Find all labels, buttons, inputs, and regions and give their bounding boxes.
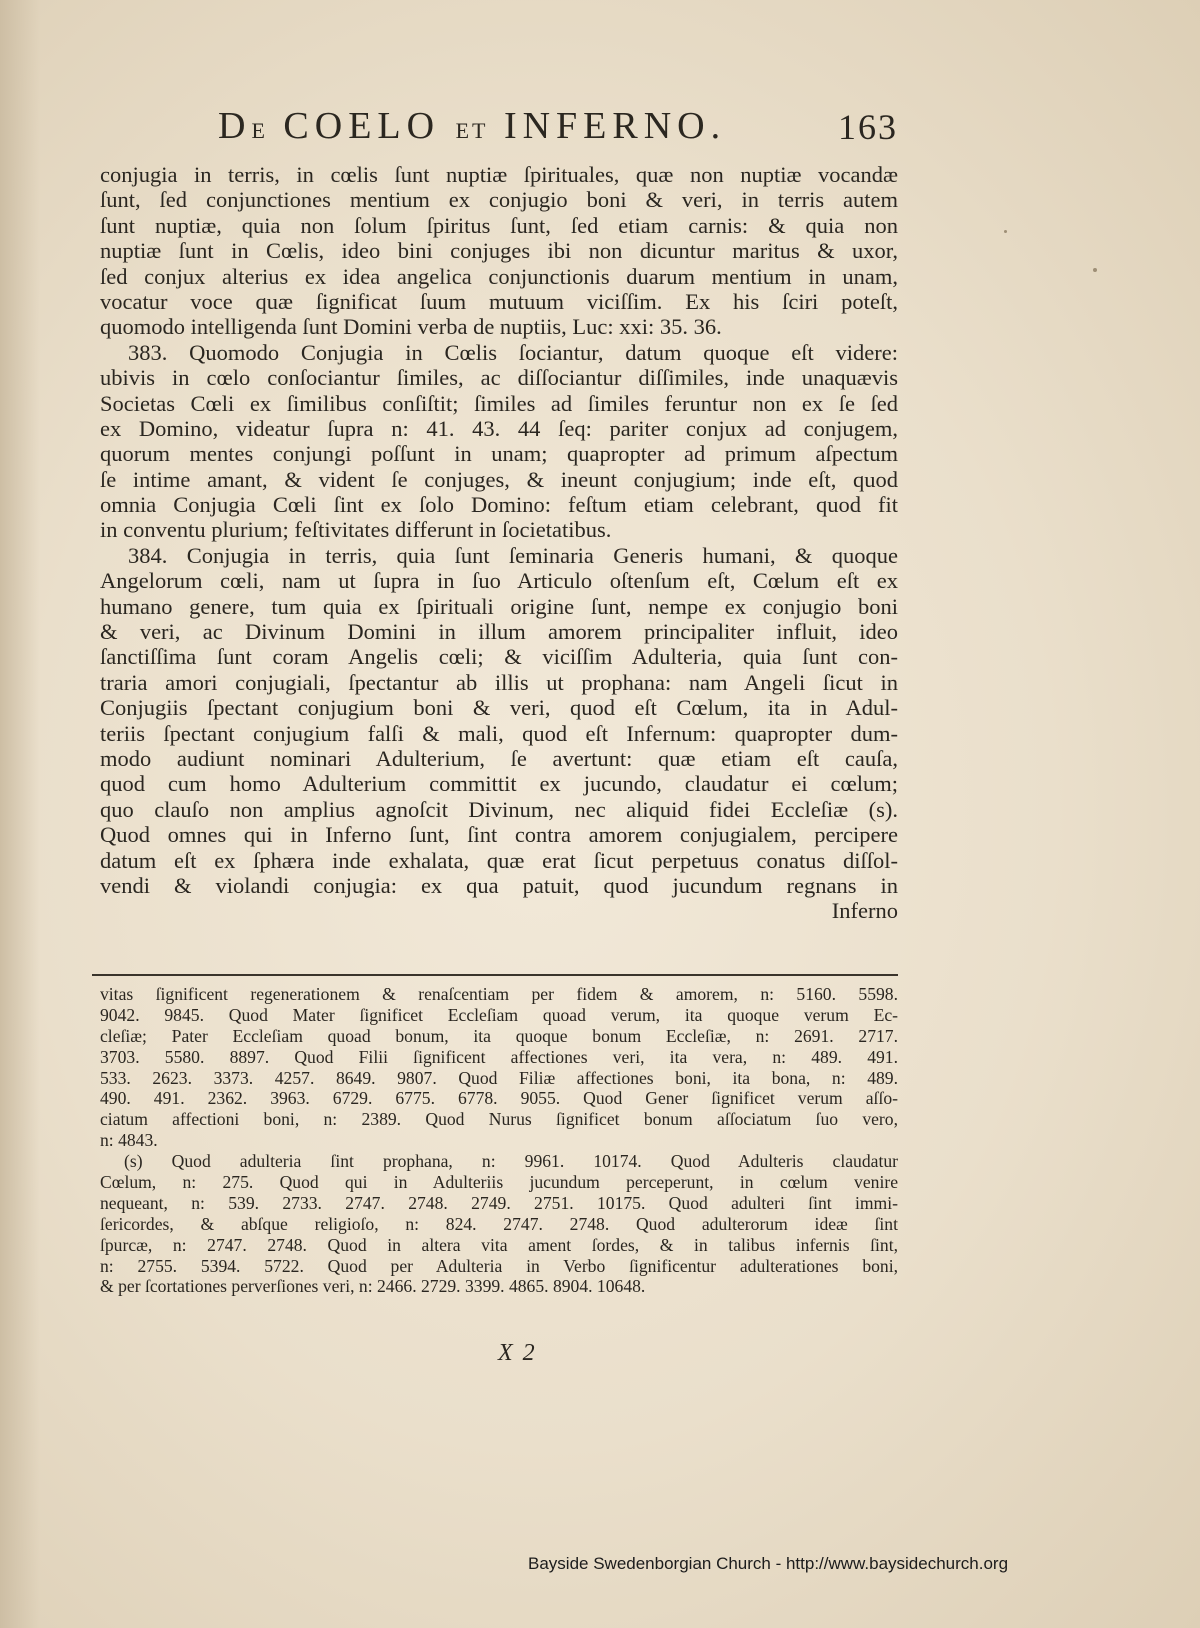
text-line: nuptiæ ſunt in Cœlis, ideo bini conjuges ibi non dicuntur maritus & uxor,: [100, 238, 898, 264]
footnote-line: ſpurcæ, n: 2747. 2748. Quod in altera vita ament ſordes, & in talibus infernis ſint,: [100, 1234, 898, 1255]
footnotes: [100, 984, 898, 1297]
spine-shadow: [0, 0, 40, 1628]
text-line: modo audiunt nominari Adulterium, ſe avertunt: quæ etiam eſt cauſa,: [100, 745, 898, 771]
text-line: quorum mentes conjungi poſſunt in unam; quapropter ad primum aſpectum: [100, 441, 898, 467]
footnote-line: n: 4843.: [100, 1130, 158, 1151]
footnote-line: cleſiæ; Pater Eccleſiam quoad bonum, ita quoque bonum Eccleſiæ, n: 2691. 2717.: [100, 1025, 898, 1046]
running-head-title: DE COELO ET INFERNO.: [218, 105, 727, 147]
paper-speck: [1093, 268, 1097, 272]
watermark-text: Bayside Swedenborgian Church - http://www.baysidechurch.org: [528, 1554, 1009, 1573]
page-number: 163: [838, 107, 898, 147]
footnote-s-start: (s) Quod adulteria ſint prophana, n: 9961. 10174. Quod Adulteris claudatur: [124, 1151, 898, 1172]
text-line: teriis ſpectant conjugium falſi & mali, quod eſt Infernum: quapropter dum-: [100, 720, 898, 746]
text-line: omnia Conjugia Cœli ſint ex ſolo Domino: feſtum etiam celebrant, quod fit: [100, 492, 898, 518]
footnote-line: vitas ſignificent regenerationem & renaſcentiam per fidem & amorem, n: 5160. 5598.: [100, 984, 898, 1004]
text-line: datum eſt ex ſphæra inde exhalata, quæ erat ſicut perpetuus conatus diſſol-: [100, 847, 898, 873]
footnote-line: 9042. 9845. Quod Mater ſignificet Eccleſiam quoad verum, ita quoque verum Ec-: [100, 1004, 898, 1025]
body-text: [100, 162, 898, 924]
text-line: ſed conjux alterius ex idea angelica conjunctionis duarum mentium in unam,: [100, 263, 898, 289]
text-line: ubivis in cœlo conſociantur ſimiles, ac diſſociantur diſſimiles, inde unaquævis: [100, 365, 898, 391]
footnote-line: nequeant, n: 539. 2733. 2747. 2748. 2749. 2751. 10175. Quod adulteri ſint immi-: [100, 1192, 898, 1213]
text-line: & veri, ac Divinum Domini in illum amorem principaliter influit, ideo: [100, 619, 898, 645]
text-line: traria amori conjugiali, ſpectantur ab illis ut prophana: nam Angeli ſicut in: [100, 669, 898, 695]
paragraph-384-start: 384. Conjugia in terris, quia ſunt ſeminaria Generis humani, & quoque: [128, 542, 898, 568]
footnote-line: Cœlum, n: 275. Quod qui in Adulteriis jucundum perceperunt, in cœlum venire: [100, 1172, 898, 1193]
text-line: ſanctiſſima ſunt coram Angelis cœli; & viciſſim Adulteria, quia ſunt con-: [100, 644, 898, 670]
text-line: ex Domino, videatur ſupra n: 41. 43. 44 ſeq: pariter conjux ad conjugem,: [100, 415, 898, 441]
text-line: quomodo intelligenda ſunt Domini verba de nuptiis, Luc: xxi: 35. 36.: [100, 314, 722, 340]
footnote-line: ſericordes, & abſque religioſo, n: 824. 2747. 2748. Quod adulterorum ideæ ſint: [100, 1213, 898, 1234]
text-line: Conjugiis ſpectant conjugium boni & veri, quod eſt Cœlum, ita in Adul-: [100, 695, 898, 721]
text-line: Quod omnes qui in Inferno ſunt, ſint contra amorem conjugialem, percipere: [100, 822, 898, 848]
footnote-line: 533. 2623. 3373. 4257. 8649. 9807. Quod Filiæ affectiones boni, ita bona, n: 489.: [100, 1067, 898, 1088]
text-line: Angelorum cœli, nam ut ſupra in ſuo Articulo oſtenſum eſt, Cœlum eſt ex: [100, 568, 898, 594]
footnote-rule: [92, 974, 898, 976]
running-head: [218, 104, 898, 150]
footnote-line: 3703. 5580. 8897. Quod Filii ſignificent affectiones veri, ita vera, n: 489. 491.: [100, 1046, 898, 1067]
text-line: vendi & violandi conjugia: ex qua patuit, quod jucundum regnans in: [100, 872, 898, 898]
paper-speck: [1004, 230, 1007, 233]
text-line: vocatur voce quæ ſignificat ſuum mutuum viciſſim. Ex his ſciri poteſt,: [100, 288, 898, 314]
text-line: in conventu plurium; feſtivitates differunt in ſocietatibus.: [100, 517, 612, 543]
text-line: ſunt nuptiæ, quia non ſolum ſpiritus ſunt, ſed etiam carnis: & quia non: [100, 212, 898, 238]
footnote-line: 490. 491. 2362. 3963. 6729. 6775. 6778. 9055. Quod Gener ſignificet verum aſſo-: [100, 1088, 898, 1109]
text-line: quo clauſo non amplius agnoſcit Divinum, nec aliquid fidei Eccleſiæ (s).: [100, 796, 898, 822]
footnote-line: ciatum affectioni boni, n: 2389. Quod Nurus ſignificet bonum aſſociatum ſuo vero,: [100, 1109, 898, 1130]
text-line: ſunt, ſed conjunctiones mentium ex conjugio boni & veri, in terris autem: [100, 187, 898, 213]
text-line: quod cum homo Adulterium committit ex jucundo, claudatur ei cœlum;: [100, 771, 898, 797]
signature-mark: X 2: [498, 1340, 537, 1366]
footnote-line: & per ſcortationes perverſiones veri, n: 2466. 2729. 3399. 4865. 8904. 10648.: [100, 1276, 646, 1297]
paragraph-383-start: 383. Quomodo Conjugia in Cœlis ſociantur, datum quoque eſt videre:: [128, 339, 898, 365]
text-line: ſe intime amant, & vident ſe conjuges, & ineunt conjugium; inde eſt, quod: [100, 466, 898, 492]
catchword: Inferno: [831, 898, 898, 924]
text-line: Societas Cœli ex ſimilibus conſiſtit; ſimiles ad ſimiles feruntur non ex ſe ſed: [100, 390, 898, 416]
footnote-line: n: 2755. 5394. 5722. Quod per Adulteria in Verbo ſignificentur adulterationes boni,: [100, 1255, 898, 1276]
text-line: conjugia in terris, in cœlis ſunt nuptiæ ſpirituales, quæ non nuptiæ vocandæ: [100, 162, 898, 187]
text-line: humano genere, tum quia ex ſpirituali origine ſunt, nempe ex conjugio boni: [100, 593, 898, 619]
